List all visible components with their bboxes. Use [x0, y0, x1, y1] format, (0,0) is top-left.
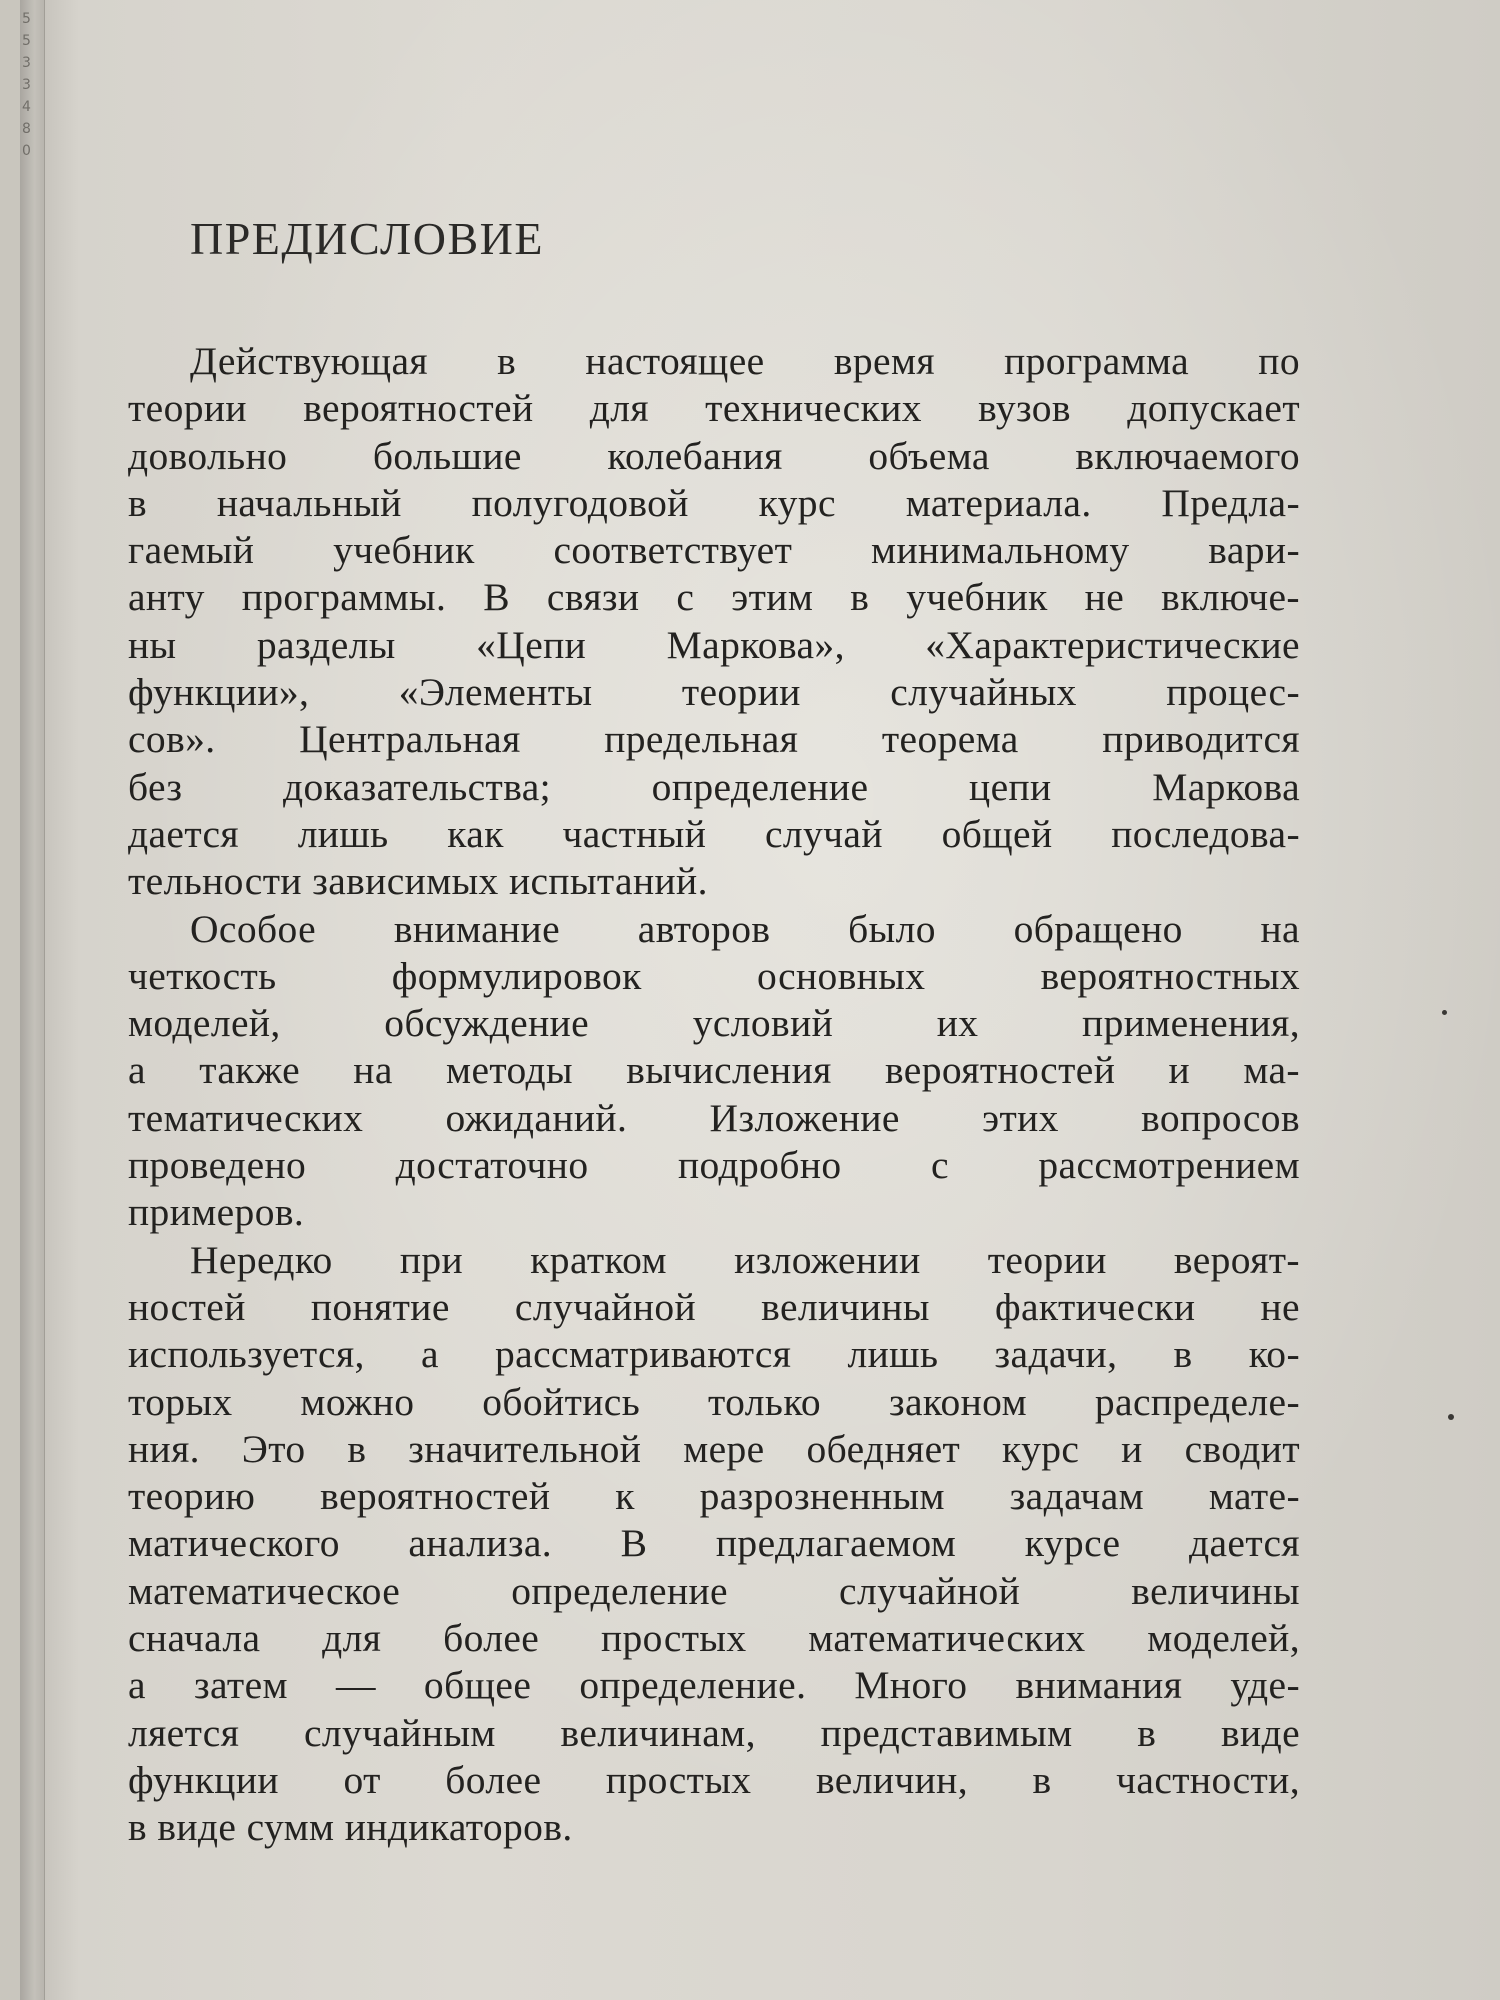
neighbor-page-marks [22, 8, 36, 162]
page-title: ПРЕДИСЛОВИЕ [190, 213, 544, 264]
paragraph [128, 906, 1300, 1237]
text-line: ния. Это в значительной мере обедняет курс и сводит [128, 1426, 1300, 1471]
text-line: довольно большие колебания объема включаемого [128, 433, 1300, 478]
text-line: теории вероятностей для технических вузов допускает [128, 386, 1300, 431]
text-line: проведено достаточно подробно с рассмотрением [128, 1143, 1300, 1188]
paragraph [128, 1237, 1300, 1852]
text-line: функции от более простых величин, в частности, [128, 1757, 1300, 1802]
book-page [20, 0, 1500, 2000]
text-line: тельности зависимых испытаний. [128, 859, 708, 904]
body-text [128, 338, 1300, 1852]
text-line: используется, а рассматриваются лишь задачи, в ко- [128, 1332, 1300, 1377]
gutter-mark: 3 [22, 77, 31, 93]
text-line: а также на методы вычисления вероятностей и ма- [128, 1048, 1300, 1093]
text-line: примеров. [128, 1190, 305, 1235]
paper-speck [1448, 1414, 1454, 1420]
paragraph [128, 338, 1300, 906]
gutter-mark: 4 [22, 99, 31, 115]
text-line: четкость формулировок основных вероятностных [128, 953, 1300, 998]
text-line: ны разделы «Цепи Маркова», «Характеристические [128, 622, 1300, 667]
gutter-mark: 8 [22, 121, 31, 137]
text-line: торых можно обойтись только законом распределе- [128, 1379, 1300, 1424]
text-line: тематических ожиданий. Изложение этих вопросов [128, 1095, 1300, 1140]
page-gutter [20, 0, 45, 2000]
text-line: ляется случайным величинам, представимым в виде [128, 1710, 1300, 1755]
text-line: Нередко при кратком изложении теории вероят- [190, 1237, 1300, 1282]
gutter-mark: 5 [22, 33, 31, 49]
text-line: без доказательства; определение цепи Маркова [128, 764, 1300, 809]
text-line: в виде сумм индикаторов. [128, 1805, 573, 1850]
paper-speck [1442, 1010, 1447, 1015]
text-line: а затем — общее определение. Много внимания уде- [128, 1663, 1300, 1708]
text-line: сначала для более простых математических моделей, [128, 1616, 1300, 1661]
gutter-mark: 3 [22, 55, 31, 71]
text-line: ностей понятие случайной величины фактически не [128, 1284, 1300, 1329]
text-line: математическое определение случайной величины [128, 1568, 1300, 1613]
text-line: анту программы. В связи с этим в учебник не включе- [128, 575, 1300, 620]
text-line: гаемый учебник соответствует минимальному вари- [128, 528, 1300, 573]
text-line: теорию вероятностей к разрозненным задачам мате- [128, 1474, 1300, 1519]
text-line: матического анализа. В предлагаемом курсе дается [128, 1521, 1300, 1566]
text-line: в начальный полугодовой курс материала. Предла- [128, 480, 1300, 525]
text-line: функции», «Элементы теории случайных процес- [128, 670, 1300, 715]
text-line: сов». Центральная предельная теорема приводится [128, 717, 1300, 762]
text-line: Действующая в настоящее время программа по [190, 339, 1300, 383]
gutter-mark: 0 [22, 143, 31, 159]
text-line: моделей, обсуждение условий их применения, [128, 1001, 1300, 1046]
text-line: дается лишь как частный случай общей последова- [128, 811, 1300, 856]
gutter-mark: 5 [22, 11, 31, 27]
text-line: Особое внимание авторов было обращено на [190, 906, 1300, 951]
